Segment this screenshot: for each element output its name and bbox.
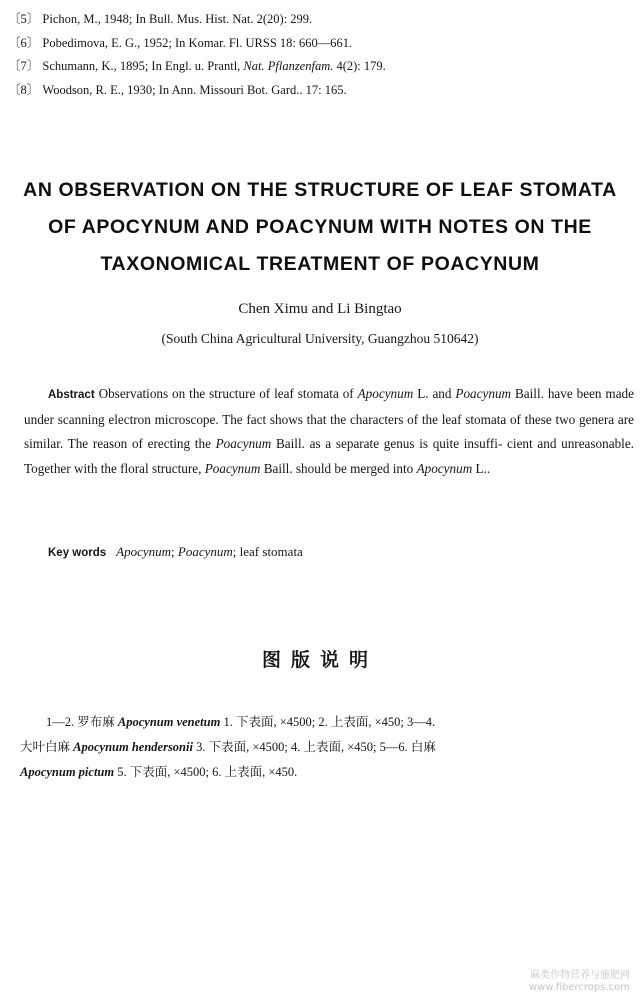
plate-text: 3. 下表面, ×4500; 4. 上表面, ×450; 5—6. 白麻 [192,740,436,754]
reference-text: Woodson, R. E., 1930; In Ann. Missouri Bot. Gard.. 17: 165. [42,82,347,97]
species-name: Apocynum venetum [117,715,221,729]
plate-line [20,710,630,735]
plate-line [20,760,630,785]
authors: Chen Ximu and Li Bingtao [238,301,402,317]
abstract [24,382,634,481]
reference-item [8,83,628,107]
keywords-label: Key words [48,547,107,559]
reference-text: Pobedimova, E. G., 1952; In Komar. Fl. URSS 18: 660—661. [42,35,353,50]
keyword-separator: ; [171,544,178,559]
plate-line [20,735,630,760]
abstract-text: L. and [413,386,456,401]
reference-item [8,59,628,83]
references-list [8,12,628,106]
genus-name: Poacynum [215,436,272,451]
keyword: ; leaf stomata [232,544,303,559]
reference-number: 〔5〕 [8,12,40,26]
plate-caption [20,710,630,785]
title-line: TAXONOMICAL TREATMENT OF POACYNUM [100,253,540,275]
plate-text: 1. 下表面, ×4500; 2. 上表面, ×450; 3—4. [220,715,436,729]
abstract-text: L.. [472,460,491,476]
reference-text: 4(2): 179. [333,59,386,73]
reference-number: 〔6〕 [8,35,40,50]
reference-item [8,12,628,36]
watermark-line: www.fibercrops.com [528,982,630,993]
keyword: Apocynum [116,544,172,559]
abstract-label: Abstract [48,389,95,401]
reference-text: Schumann, K., 1895; In Engl. u. Prantl, [42,59,244,73]
title-line: OF APOCYNUM AND POACYNUM WITH NOTES ON THE [48,216,592,238]
reference-journal: Nat. Pflanzenfam. [243,59,334,73]
abstract-text: Baill. as a separate genus is quite insuffi- cient and unreasonable. Together with the floral structure, [24,436,634,476]
genus-name: Poacynum [455,386,512,401]
paper-title [0,172,640,283]
abstract-text: Baill. have been made under scanning electron microscope. The fact shows that the characters of the leaf stomata of these two genera are similar. The reason of erecting the [24,386,634,451]
plate-caption-title: 图版说明 [261,649,378,671]
reference-text: Pichon, M., 1948; In Bull. Mus. Hist. Nat. 2(20): 299. [42,12,313,26]
reference-number: 〔7〕 [8,59,40,73]
site-watermark [529,970,630,994]
watermark-line: 麻类作物营养与施肥网 [530,970,630,981]
genus-name: Poacynum [204,460,261,476]
keyword: Poacynum [177,544,233,559]
genus-name: Apocynum [416,460,473,476]
abstract-text: Observations on the structure of leaf stomata of [94,386,358,401]
plate-text: 大叶白麻 [20,740,74,754]
abstract-text: Baill. should be merged into [260,460,417,476]
plate-text: 5. 下表面, ×4500; 6. 上表面, ×450. [114,765,298,779]
affiliation: (South China Agricultural University, Guangzhou 510642) [161,331,479,346]
species-name: Apocynum pictum [20,765,115,779]
species-name: Apocynum hendersonii [73,740,193,754]
title-line: AN OBSERVATION ON THE STRUCTURE OF LEAF STOMATA [23,179,617,201]
plate-text: 1—2. 罗布麻 [46,715,118,729]
reference-item [8,36,628,60]
keywords [48,544,303,560]
reference-number: 〔8〕 [8,82,40,97]
genus-name: Apocynum [357,386,414,401]
